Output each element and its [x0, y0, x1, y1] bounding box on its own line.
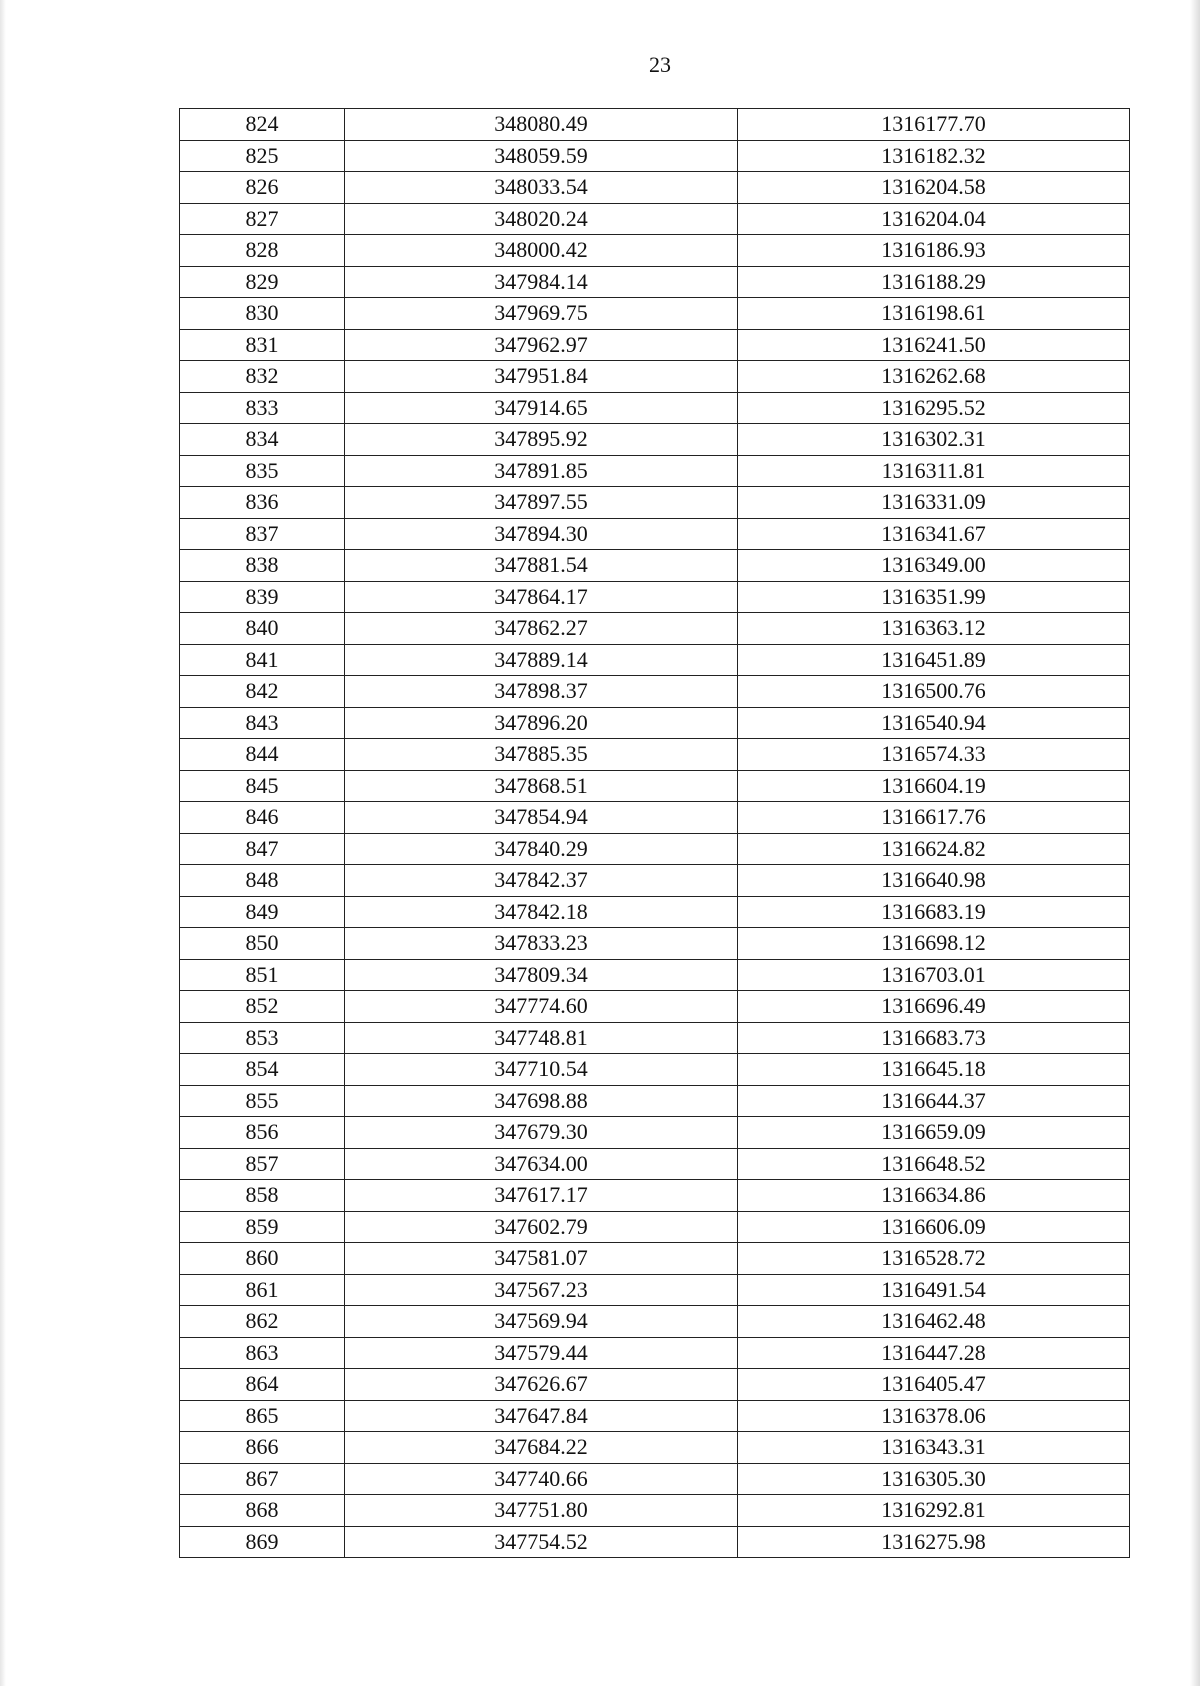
x-coordinate-cell: 347626.67	[345, 1369, 738, 1401]
y-coordinate-cell: 1316351.99	[738, 581, 1130, 613]
y-coordinate-cell: 1316262.68	[738, 361, 1130, 393]
x-coordinate-cell: 347710.54	[345, 1054, 738, 1086]
x-coordinate-cell: 347914.65	[345, 392, 738, 424]
y-coordinate-cell: 1316177.70	[738, 109, 1130, 141]
point-number-cell: 836	[180, 487, 345, 519]
point-number-cell: 824	[180, 109, 345, 141]
table-row	[180, 298, 1130, 330]
y-coordinate-cell: 1316683.73	[738, 1022, 1130, 1054]
x-coordinate-cell: 347679.30	[345, 1117, 738, 1149]
y-coordinate-cell: 1316462.48	[738, 1306, 1130, 1338]
x-coordinate-cell: 347634.00	[345, 1148, 738, 1180]
x-coordinate-cell: 347895.92	[345, 424, 738, 456]
point-number-cell: 830	[180, 298, 345, 330]
point-number-cell: 849	[180, 896, 345, 928]
y-coordinate-cell: 1316574.33	[738, 739, 1130, 771]
x-coordinate-cell: 347984.14	[345, 266, 738, 298]
x-coordinate-cell: 347891.85	[345, 455, 738, 487]
x-coordinate-cell: 347833.23	[345, 928, 738, 960]
table-row	[180, 1243, 1130, 1275]
x-coordinate-cell: 347897.55	[345, 487, 738, 519]
point-number-cell: 844	[180, 739, 345, 771]
point-number-cell: 835	[180, 455, 345, 487]
x-coordinate-cell: 347969.75	[345, 298, 738, 330]
y-coordinate-cell: 1316648.52	[738, 1148, 1130, 1180]
point-number-cell: 848	[180, 865, 345, 897]
point-number-cell: 832	[180, 361, 345, 393]
table-row	[180, 1180, 1130, 1212]
table-row	[180, 487, 1130, 519]
x-coordinate-cell: 348020.24	[345, 203, 738, 235]
point-number-cell: 851	[180, 959, 345, 991]
table-row	[180, 550, 1130, 582]
x-coordinate-cell: 347881.54	[345, 550, 738, 582]
x-coordinate-cell: 347569.94	[345, 1306, 738, 1338]
point-number-cell: 853	[180, 1022, 345, 1054]
table-row	[180, 802, 1130, 834]
x-coordinate-cell: 347896.20	[345, 707, 738, 739]
x-coordinate-cell: 347898.37	[345, 676, 738, 708]
x-coordinate-cell: 347751.80	[345, 1495, 738, 1527]
table-row	[180, 1526, 1130, 1558]
x-coordinate-cell: 347840.29	[345, 833, 738, 865]
table-row	[180, 109, 1130, 141]
point-number-cell: 833	[180, 392, 345, 424]
point-number-cell: 843	[180, 707, 345, 739]
table-row	[180, 581, 1130, 613]
point-number-cell: 825	[180, 140, 345, 172]
point-number-cell: 855	[180, 1085, 345, 1117]
y-coordinate-cell: 1316198.61	[738, 298, 1130, 330]
x-coordinate-cell: 347567.23	[345, 1274, 738, 1306]
point-number-cell: 869	[180, 1526, 345, 1558]
point-number-cell: 867	[180, 1463, 345, 1495]
x-coordinate-cell: 347581.07	[345, 1243, 738, 1275]
point-number-cell: 857	[180, 1148, 345, 1180]
y-coordinate-cell: 1316528.72	[738, 1243, 1130, 1275]
x-coordinate-cell: 347602.79	[345, 1211, 738, 1243]
table-row	[180, 644, 1130, 676]
point-number-cell: 839	[180, 581, 345, 613]
y-coordinate-cell: 1316204.58	[738, 172, 1130, 204]
y-coordinate-cell: 1316644.37	[738, 1085, 1130, 1117]
table-row	[180, 455, 1130, 487]
y-coordinate-cell: 1316378.06	[738, 1400, 1130, 1432]
y-coordinate-cell: 1316640.98	[738, 865, 1130, 897]
table-row	[180, 1306, 1130, 1338]
y-coordinate-cell: 1316624.82	[738, 833, 1130, 865]
table-row	[180, 1337, 1130, 1369]
table-row	[180, 392, 1130, 424]
y-coordinate-cell: 1316331.09	[738, 487, 1130, 519]
y-coordinate-cell: 1316703.01	[738, 959, 1130, 991]
point-number-cell: 842	[180, 676, 345, 708]
table-row	[180, 1117, 1130, 1149]
point-number-cell: 865	[180, 1400, 345, 1432]
point-number-cell: 858	[180, 1180, 345, 1212]
table-row	[180, 865, 1130, 897]
x-coordinate-cell: 347748.81	[345, 1022, 738, 1054]
table-row	[180, 707, 1130, 739]
y-coordinate-cell: 1316659.09	[738, 1117, 1130, 1149]
point-number-cell: 850	[180, 928, 345, 960]
x-coordinate-cell: 347864.17	[345, 581, 738, 613]
y-coordinate-cell: 1316491.54	[738, 1274, 1130, 1306]
y-coordinate-cell: 1316363.12	[738, 613, 1130, 645]
table-row	[180, 1369, 1130, 1401]
x-coordinate-cell: 347774.60	[345, 991, 738, 1023]
coordinate-table	[179, 108, 1130, 1558]
y-coordinate-cell: 1316305.30	[738, 1463, 1130, 1495]
x-coordinate-cell: 347951.84	[345, 361, 738, 393]
point-number-cell: 864	[180, 1369, 345, 1401]
point-number-cell: 861	[180, 1274, 345, 1306]
y-coordinate-cell: 1316186.93	[738, 235, 1130, 267]
y-coordinate-cell: 1316698.12	[738, 928, 1130, 960]
table-row	[180, 518, 1130, 550]
y-coordinate-cell: 1316634.86	[738, 1180, 1130, 1212]
y-coordinate-cell: 1316302.31	[738, 424, 1130, 456]
y-coordinate-cell: 1316540.94	[738, 707, 1130, 739]
table-row	[180, 991, 1130, 1023]
x-coordinate-cell: 347740.66	[345, 1463, 738, 1495]
table-row	[180, 1274, 1130, 1306]
x-coordinate-cell: 347862.27	[345, 613, 738, 645]
x-coordinate-cell: 348033.54	[345, 172, 738, 204]
y-coordinate-cell: 1316182.32	[738, 140, 1130, 172]
y-coordinate-cell: 1316447.28	[738, 1337, 1130, 1369]
x-coordinate-cell: 347885.35	[345, 739, 738, 771]
x-coordinate-cell: 347889.14	[345, 644, 738, 676]
point-number-cell: 829	[180, 266, 345, 298]
y-coordinate-cell: 1316683.19	[738, 896, 1130, 928]
table-row	[180, 833, 1130, 865]
y-coordinate-cell: 1316617.76	[738, 802, 1130, 834]
table-row	[180, 1432, 1130, 1464]
y-coordinate-cell: 1316343.31	[738, 1432, 1130, 1464]
table-row	[180, 361, 1130, 393]
point-number-cell: 828	[180, 235, 345, 267]
y-coordinate-cell: 1316341.67	[738, 518, 1130, 550]
point-number-cell: 834	[180, 424, 345, 456]
table-row	[180, 329, 1130, 361]
y-coordinate-cell: 1316295.52	[738, 392, 1130, 424]
table-row	[180, 1495, 1130, 1527]
table-row	[180, 896, 1130, 928]
point-number-cell: 859	[180, 1211, 345, 1243]
y-coordinate-cell: 1316604.19	[738, 770, 1130, 802]
table-row	[180, 203, 1130, 235]
y-coordinate-cell: 1316606.09	[738, 1211, 1130, 1243]
table-row	[180, 613, 1130, 645]
point-number-cell: 854	[180, 1054, 345, 1086]
y-coordinate-cell: 1316188.29	[738, 266, 1130, 298]
table-row	[180, 1085, 1130, 1117]
table-row	[180, 676, 1130, 708]
y-coordinate-cell: 1316645.18	[738, 1054, 1130, 1086]
point-number-cell: 845	[180, 770, 345, 802]
point-number-cell: 846	[180, 802, 345, 834]
coordinate-table-body	[180, 109, 1130, 1558]
point-number-cell: 860	[180, 1243, 345, 1275]
table-row	[180, 140, 1130, 172]
point-number-cell: 841	[180, 644, 345, 676]
table-row	[180, 739, 1130, 771]
point-number-cell: 837	[180, 518, 345, 550]
table-row	[180, 424, 1130, 456]
table-row	[180, 172, 1130, 204]
x-coordinate-cell: 347842.37	[345, 865, 738, 897]
point-number-cell: 827	[180, 203, 345, 235]
x-coordinate-cell: 347579.44	[345, 1337, 738, 1369]
point-number-cell: 852	[180, 991, 345, 1023]
y-coordinate-cell: 1316696.49	[738, 991, 1130, 1023]
x-coordinate-cell: 347868.51	[345, 770, 738, 802]
point-number-cell: 838	[180, 550, 345, 582]
x-coordinate-cell: 347698.88	[345, 1085, 738, 1117]
table-row	[180, 1054, 1130, 1086]
x-coordinate-cell: 348080.49	[345, 109, 738, 141]
table-row	[180, 1211, 1130, 1243]
x-coordinate-cell: 347617.17	[345, 1180, 738, 1212]
table-row	[180, 770, 1130, 802]
x-coordinate-cell: 347842.18	[345, 896, 738, 928]
point-number-cell: 868	[180, 1495, 345, 1527]
y-coordinate-cell: 1316500.76	[738, 676, 1130, 708]
x-coordinate-cell: 347894.30	[345, 518, 738, 550]
x-coordinate-cell: 348059.59	[345, 140, 738, 172]
y-coordinate-cell: 1316241.50	[738, 329, 1130, 361]
y-coordinate-cell: 1316292.81	[738, 1495, 1130, 1527]
point-number-cell: 847	[180, 833, 345, 865]
x-coordinate-cell: 347754.52	[345, 1526, 738, 1558]
table-row	[180, 959, 1130, 991]
page-number: 23	[649, 52, 671, 77]
y-coordinate-cell: 1316311.81	[738, 455, 1130, 487]
x-coordinate-cell: 347962.97	[345, 329, 738, 361]
point-number-cell: 866	[180, 1432, 345, 1464]
scan-edge-left	[0, 0, 6, 1686]
table-row	[180, 235, 1130, 267]
point-number-cell: 862	[180, 1306, 345, 1338]
point-number-cell: 840	[180, 613, 345, 645]
point-number-cell: 863	[180, 1337, 345, 1369]
table-row	[180, 1463, 1130, 1495]
x-coordinate-cell: 347854.94	[345, 802, 738, 834]
table-row	[180, 1400, 1130, 1432]
y-coordinate-cell: 1316204.04	[738, 203, 1130, 235]
table-row	[180, 1022, 1130, 1054]
x-coordinate-cell: 347684.22	[345, 1432, 738, 1464]
scan-edge-right	[1190, 0, 1200, 1686]
point-number-cell: 826	[180, 172, 345, 204]
y-coordinate-cell: 1316405.47	[738, 1369, 1130, 1401]
x-coordinate-cell: 347647.84	[345, 1400, 738, 1432]
x-coordinate-cell: 348000.42	[345, 235, 738, 267]
x-coordinate-cell: 347809.34	[345, 959, 738, 991]
table-row	[180, 1148, 1130, 1180]
point-number-cell: 856	[180, 1117, 345, 1149]
table-row	[180, 928, 1130, 960]
table-row	[180, 266, 1130, 298]
y-coordinate-cell: 1316349.00	[738, 550, 1130, 582]
y-coordinate-cell: 1316275.98	[738, 1526, 1130, 1558]
y-coordinate-cell: 1316451.89	[738, 644, 1130, 676]
point-number-cell: 831	[180, 329, 345, 361]
